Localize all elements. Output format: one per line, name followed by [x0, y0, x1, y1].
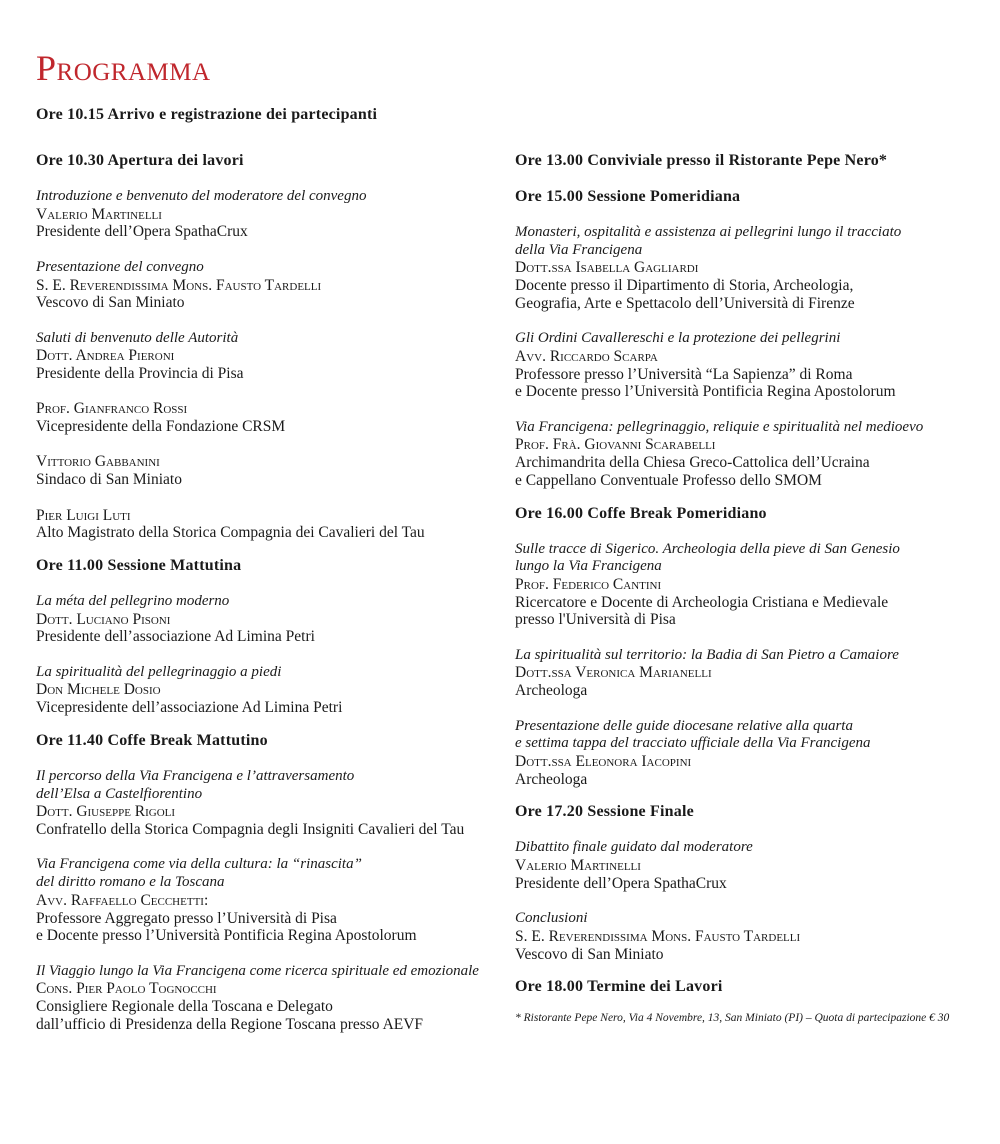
session-heading: Ore 18.00 Termine dei Lavori: [515, 978, 723, 996]
speaker-name: Cons. Pier Paolo Tognocchi: [36, 980, 217, 998]
speaker-role: Vescovo di San Miniato: [515, 945, 664, 963]
session-heading: Ore 15.00 Sessione Pomeridiana: [515, 188, 741, 205]
speaker-role: dall’ufficio di Presidenza della Regione Toscana presso AEVF: [36, 1015, 424, 1033]
talk-entry: [36, 188, 496, 241]
talk-entry: [36, 963, 496, 1034]
speaker-name: Prof. Frà. Giovanni Scarabelli: [515, 436, 716, 454]
speaker-name: Dott. Luciano Pisoni: [36, 610, 171, 628]
talk-entry: [515, 541, 985, 630]
talk-entry: [36, 507, 496, 542]
talk-title: Via Francigena come via della cultura: la “rinascita”: [36, 856, 362, 873]
talk-title: Saluti di benvenuto delle Autorità: [36, 329, 239, 346]
speaker-name: Dott.ssa Veronica Marianelli: [515, 664, 712, 682]
talk-entry: [36, 664, 496, 717]
speaker-name: Prof. Federico Cantini: [515, 575, 662, 593]
session-heading: Ore 11.00 Sessione Mattutina: [36, 556, 242, 574]
speaker-role: Archeologa: [515, 682, 588, 700]
talk-title: del diritto romano e la Toscana: [36, 874, 225, 891]
speaker-name: Vittorio Gabbanini: [36, 453, 160, 471]
speaker-role: Vicepresidente della Fondazione CRSM: [36, 418, 286, 436]
talk-entry: [36, 400, 496, 435]
speaker-name: Don Michele Dosio: [36, 681, 161, 699]
session-heading: Ore 10.30 Apertura dei lavori: [36, 152, 244, 169]
talk-entry: [36, 259, 496, 312]
program-right-body: [515, 151, 985, 997]
speaker-role: Vicepresidente dell’associazione Ad Limina Petri: [36, 699, 343, 717]
speaker-name: Avv. Riccardo Scarpa: [515, 347, 658, 365]
speaker-role: Presidente dell’Opera SpathaCrux: [515, 874, 727, 892]
speaker-name: S. E. Reverendissima Mons. Fausto Tardelli: [36, 276, 322, 294]
footnote: * Ristorante Pepe Nero, Via 4 Novembre, 13, San Miniato (PI) – Quota di partecipazione € 30: [515, 1012, 950, 1025]
speaker-name: Pier Luigi Luti: [36, 506, 131, 524]
speaker-name: Dott.ssa Eleonora Iacopini: [515, 752, 692, 770]
session-heading: Ore 17.20 Sessione Finale: [515, 803, 694, 821]
talk-entry: [515, 647, 985, 700]
talk-title: e settima tappa del tracciato ufficiale della Via Francigena: [515, 735, 871, 752]
talk-title: La méta del pellegrino moderno: [36, 592, 230, 609]
talk-title: Sulle tracce di Sigerico. Archeologia della pieve di San Genesio: [515, 540, 900, 557]
speaker-name: Valerio Martinelli: [36, 205, 162, 223]
speaker-role: Presidente della Provincia di Pisa: [36, 365, 244, 382]
talk-title: La spiritualità del pellegrinaggio a piedi: [36, 663, 282, 680]
speaker-role: Ricercatore e Docente di Archeologia Cristiana e Medievale: [515, 593, 889, 611]
speaker-name: Avv. Raffaello Cecchetti:: [36, 891, 209, 909]
talk-title: Monasteri, ospitalità e assistenza ai pellegrini lungo il tracciato: [515, 224, 902, 240]
speaker-role: Alto Magistrato della Storica Compagnia dei Cavalieri del Tau: [36, 524, 425, 542]
arrival-heading: Ore 10.15 Arrivo e registrazione dei partecipanti: [36, 106, 378, 123]
talk-title: La spiritualità sul territorio: la Badia di San Pietro a Camaiore: [515, 646, 899, 663]
talk-entry: [36, 330, 496, 383]
talk-entry: [515, 839, 985, 892]
talk-entry: [36, 768, 496, 839]
program-left-column: [36, 151, 496, 1033]
speaker-role: Archeologa: [515, 770, 588, 788]
talk-entry: [515, 419, 985, 490]
talk-title: lungo la Via Francigena: [515, 558, 662, 575]
session-heading: Ore 11.40 Coffe Break Mattutino: [36, 731, 268, 749]
speaker-role: e Docente presso l’Università Pontificia Regina Apostolorum: [515, 383, 896, 401]
talk-title: Conclusioni: [515, 910, 588, 927]
speaker-name: S. E. Reverendissima Mons. Fausto Tardelli: [515, 927, 801, 945]
speaker-name: Dott. Andrea Pieroni: [36, 347, 175, 365]
talk-entry: [515, 910, 985, 963]
talk-entry: [36, 856, 496, 945]
speaker-role: Professore Aggregato presso l’Università di Pisa: [36, 909, 337, 927]
speaker-name: Valerio Martinelli: [515, 857, 641, 875]
speaker-role: Vescovo di San Miniato: [36, 294, 185, 312]
speaker-role: Consigliere Regionale della Toscana e Delegato: [36, 998, 333, 1015]
talk-entry: [515, 718, 985, 789]
talk-entry: [36, 453, 496, 488]
speaker-role: Geografia, Arte e Spettacolo dell’Università di Firenze: [515, 294, 855, 312]
program-right-column: [515, 151, 985, 1025]
speaker-role: Confratello della Storica Compagnia degli Insigniti Cavalieri del Tau: [36, 821, 465, 838]
session-heading: Ore 13.00 Conviviale presso il Ristorante Pepe Nero*: [515, 152, 888, 169]
speaker-name: Prof. Gianfranco Rossi: [36, 400, 188, 418]
speaker-role: Professore presso l’Università “La Sapienza” di Roma: [515, 365, 853, 383]
speaker-name: Dott.ssa Isabella Gagliardi: [515, 259, 699, 277]
speaker-role: Presidente dell’Opera SpathaCrux: [36, 223, 248, 241]
speaker-role: Archimandrita della Chiesa Greco-Cattolica dell’Ucraina: [515, 454, 870, 472]
talk-entry: [515, 224, 985, 313]
talk-title: Il Viaggio lungo la Via Francigena come ricerca spirituale ed emozionale: [36, 962, 479, 979]
speaker-role: Presidente dell’associazione Ad Limina Petri: [36, 628, 315, 646]
talk-entry: [36, 593, 496, 646]
speaker-role: presso l'Università di Pisa: [515, 611, 676, 629]
speaker-role: e Docente presso l’Università Pontificia Regina Apostolorum: [36, 927, 417, 945]
talk-title: della Via Francigena: [515, 241, 643, 258]
talk-title: Dibattito finale guidato dal moderatore: [515, 839, 753, 856]
page-title: Programma: [36, 48, 211, 88]
talk-entry: [515, 330, 985, 401]
session-heading: Ore 16.00 Coffe Break Pomeridiano: [515, 504, 767, 522]
talk-title: dell’Elsa a Castelfiorentino: [36, 785, 203, 802]
talk-title: Presentazione delle guide diocesane relative alla quarta: [515, 717, 853, 734]
speaker-role: e Cappellano Conventuale Professo dello SMOM: [515, 471, 822, 489]
talk-title: Presentazione del convegno: [36, 258, 204, 275]
speaker-name: Dott. Giuseppe Rigoli: [36, 803, 176, 821]
talk-title: Introduzione e benvenuto del moderatore del convegno: [36, 188, 367, 204]
speaker-role: Sindaco di San Miniato: [36, 471, 182, 489]
talk-title: Il percorso della Via Francigena e l’attraversamento: [36, 767, 355, 784]
speaker-role: Docente presso il Dipartimento di Storia, Archeologia,: [515, 277, 854, 295]
talk-title: Via Francigena: pellegrinaggio, reliquie e spiritualità nel medioevo: [515, 418, 924, 435]
talk-title: Gli Ordini Cavallereschi e la protezione dei pellegrini: [515, 330, 841, 347]
